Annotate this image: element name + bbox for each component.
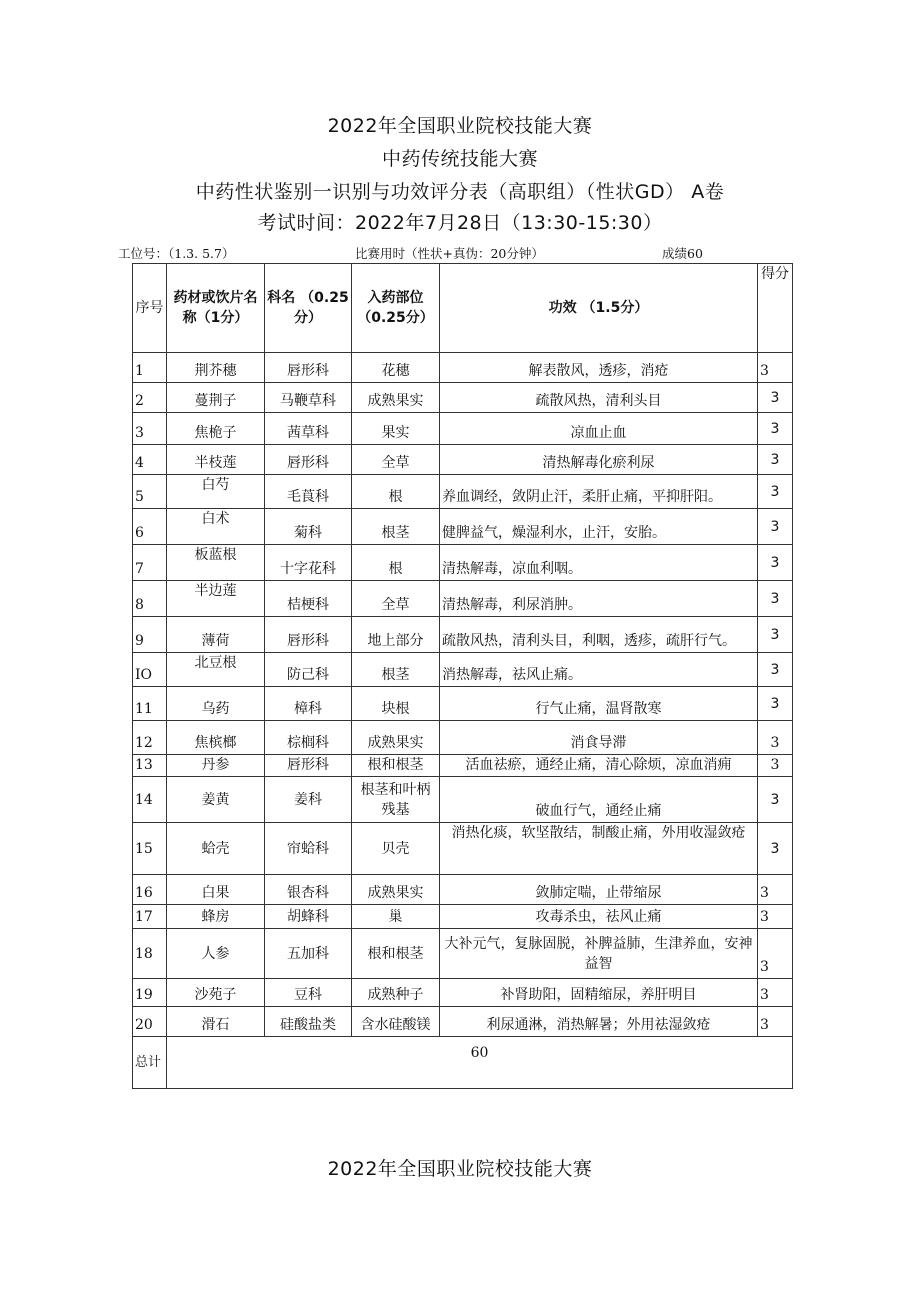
row-number: 19: [133, 979, 167, 1007]
item-efficacy: 破血行气，通经止痛: [440, 777, 758, 823]
item-part: 全草: [352, 581, 440, 617]
row-number: 17: [133, 905, 167, 929]
item-efficacy: 解表散风，透疹，消疮: [440, 353, 758, 383]
row-number: 18: [133, 929, 167, 979]
item-score: 3: [758, 1007, 793, 1037]
item-part: 花穗: [352, 353, 440, 383]
item-name: 焦槟榔: [167, 721, 265, 755]
item-family: 菊科: [265, 509, 352, 545]
item-efficacy: 清热解毒化瘀利尿: [440, 445, 758, 475]
table-row: [133, 353, 793, 383]
item-part: 根和根茎: [352, 929, 440, 979]
item-part: 成熟果实: [352, 721, 440, 755]
item-name: 蔓荆子: [167, 383, 265, 413]
item-family: 唇形科: [265, 755, 352, 777]
item-efficacy: 行气止痛，温肾散寒: [440, 687, 758, 721]
table-row: [133, 823, 793, 875]
item-score: 3: [758, 445, 793, 475]
header-index: 序号: [133, 264, 167, 353]
row-number: 16: [133, 875, 167, 905]
row-number: 12: [133, 721, 167, 755]
item-score: 3: [758, 929, 793, 979]
item-efficacy: 健脾益气，燥湿利水，止汗，安胎。: [440, 509, 758, 545]
row-number: 13: [133, 755, 167, 777]
item-name: 白芍: [167, 475, 265, 509]
row-number: 3: [133, 413, 167, 445]
table-row: [133, 413, 793, 445]
item-score: 3: [758, 581, 793, 617]
item-family: 胡蜂科: [265, 905, 352, 929]
item-efficacy: 活血祛瘀，通经止痛，清心除烦，凉血消痈: [440, 755, 758, 777]
table-row: [133, 755, 793, 777]
item-part: 巢: [352, 905, 440, 929]
table-row: [133, 905, 793, 929]
item-efficacy: 清热解毒，凉血利咽。: [440, 545, 758, 581]
total-row: [133, 1037, 793, 1089]
item-score: 3: [758, 687, 793, 721]
table-row: [133, 929, 793, 979]
item-score: 3: [758, 509, 793, 545]
item-score: 3: [758, 823, 793, 875]
item-family: 唇形科: [265, 353, 352, 383]
item-part: 成熟果实: [352, 383, 440, 413]
footer-title: 2022年全国职业院校技能大赛: [327, 1158, 593, 1180]
table-row: [133, 581, 793, 617]
item-efficacy: 养血调经，敛阴止汗，柔肝止痛，平抑肝阳。: [440, 475, 758, 509]
table-row: [133, 545, 793, 581]
item-name: 蜂房: [167, 905, 265, 929]
score-total: 成绩60: [662, 246, 703, 261]
total-label: 总计: [133, 1037, 167, 1089]
item-efficacy: 敛肺定喘，止带缩尿: [440, 875, 758, 905]
row-number: 1: [133, 353, 167, 383]
item-family: 防己科: [265, 653, 352, 687]
item-part: 贝壳: [352, 823, 440, 875]
item-name: 半枝莲: [167, 445, 265, 475]
item-efficacy: 疏散风热，清利头目: [440, 383, 758, 413]
item-efficacy: 凉血止血: [440, 413, 758, 445]
item-name: 焦桅子: [167, 413, 265, 445]
item-family: 樟科: [265, 687, 352, 721]
item-efficacy: 大补元气，复脉固脱，补脾益肺，生津养血，安神益智: [440, 929, 758, 979]
item-family: 棕榈科: [265, 721, 352, 755]
item-part: 根茎和叶柄残基: [352, 777, 440, 823]
score-table: [132, 263, 793, 1089]
item-family: 豆科: [265, 979, 352, 1007]
item-family: 姜科: [265, 777, 352, 823]
item-score: 3: [758, 353, 793, 383]
item-part: 块根: [352, 687, 440, 721]
header-efficacy: 功效 （1.5分）: [440, 264, 758, 353]
header-name: 药材或饮片名称（1分）: [167, 264, 265, 353]
table-row: [133, 653, 793, 687]
table-row: [133, 617, 793, 653]
item-efficacy: 消热解毒，祛风止痛。: [440, 653, 758, 687]
item-family: 唇形科: [265, 617, 352, 653]
item-name: 沙苑子: [167, 979, 265, 1007]
item-family: 十字花科: [265, 545, 352, 581]
item-family: 桔梗科: [265, 581, 352, 617]
row-number: 5: [133, 475, 167, 509]
item-score: 3: [758, 545, 793, 581]
row-number: 6: [133, 509, 167, 545]
table-row: [133, 721, 793, 755]
item-name: 板蓝根: [167, 545, 265, 581]
item-name: 人参: [167, 929, 265, 979]
item-name: 蛤壳: [167, 823, 265, 875]
row-number: 7: [133, 545, 167, 581]
table-row: [133, 687, 793, 721]
item-name: 北豆根: [167, 653, 265, 687]
item-part: 根茎: [352, 509, 440, 545]
item-name: 乌药: [167, 687, 265, 721]
table-row: [133, 509, 793, 545]
item-name: 白果: [167, 875, 265, 905]
table-row: [133, 445, 793, 475]
item-efficacy: 补肾助阳，固精缩尿，养肝明目: [440, 979, 758, 1007]
item-family: 唇形科: [265, 445, 352, 475]
station-number: 工位号：（1.3. 5.7）: [118, 246, 235, 261]
header-points: 得分: [758, 264, 793, 353]
item-part: 根茎: [352, 653, 440, 687]
item-score: 3: [758, 875, 793, 905]
row-number: 9: [133, 617, 167, 653]
row-number: 4: [133, 445, 167, 475]
title-line-2: 中药传统技能大赛: [381, 148, 538, 170]
item-family: 茜草科: [265, 413, 352, 445]
item-efficacy: 清热解毒，利尿消肿。: [440, 581, 758, 617]
item-part: 果实: [352, 413, 440, 445]
item-score: 3: [758, 617, 793, 653]
item-part: 全草: [352, 445, 440, 475]
score-table-body: [133, 264, 793, 1089]
item-score: 3: [758, 777, 793, 823]
table-row: [133, 777, 793, 823]
total-value: 60: [167, 1037, 793, 1089]
item-efficacy: 消食导滞: [440, 721, 758, 755]
item-score: 3: [758, 979, 793, 1007]
item-score: 3: [758, 755, 793, 777]
title-line-4: 考试时间：2022年7月28日（13:30-15:30）: [257, 212, 663, 234]
item-part: 含水硅酸镁: [352, 1007, 440, 1037]
table-row: [133, 383, 793, 413]
row-number: 11: [133, 687, 167, 721]
item-family: 毛莨科: [265, 475, 352, 509]
item-efficacy: 消热化痰，软坚散结，制酸止痛，外用收湿敛疮: [440, 823, 758, 875]
item-score: 3: [758, 905, 793, 929]
table-row: [133, 979, 793, 1007]
row-number: 14: [133, 777, 167, 823]
item-name: 半边莲: [167, 581, 265, 617]
item-part: 成熟种子: [352, 979, 440, 1007]
table-row: [133, 475, 793, 509]
table-row: [133, 875, 793, 905]
header-part: 入药部位（0.25分）: [352, 264, 440, 353]
item-efficacy: 疏散风热，清利头目，利咽，透疹，疏肝行气。: [440, 617, 758, 653]
item-score: 3: [758, 653, 793, 687]
item-efficacy: 利尿通淋，消热解暑；外用祛湿敛疮: [440, 1007, 758, 1037]
item-score: 3: [758, 383, 793, 413]
item-part: 根: [352, 545, 440, 581]
row-number: 20: [133, 1007, 167, 1037]
item-name: 滑石: [167, 1007, 265, 1037]
row-number: IO: [133, 653, 167, 687]
title-line-3: 中药性状鉴别一识别与功效评分表（高职组）（性状GD） A卷: [195, 181, 725, 203]
item-part: 地上部分: [352, 617, 440, 653]
item-efficacy: 攻毒杀虫，祛风止痛: [440, 905, 758, 929]
header-row: [133, 264, 793, 353]
item-name: 白术: [167, 509, 265, 545]
item-family: 银杏科: [265, 875, 352, 905]
item-part: 根和根茎: [352, 755, 440, 777]
row-number: 8: [133, 581, 167, 617]
table-row: [133, 1007, 793, 1037]
item-score: 3: [758, 475, 793, 509]
item-family: 马鞭草科: [265, 383, 352, 413]
item-name: 丹参: [167, 755, 265, 777]
item-score: 3: [758, 413, 793, 445]
item-family: 硅酸盐类: [265, 1007, 352, 1037]
row-number: 15: [133, 823, 167, 875]
item-name: 姜黄: [167, 777, 265, 823]
title-line-1: 2022年全国职业院校技能大赛: [327, 115, 593, 137]
item-part: 成熟果实: [352, 875, 440, 905]
item-family: 帘蛤科: [265, 823, 352, 875]
time-used: 比赛用时（性状+真伪：20分钟）: [355, 246, 544, 261]
header-family: 科名 （0.25分）: [265, 264, 352, 353]
row-number: 2: [133, 383, 167, 413]
item-score: 3: [758, 721, 793, 755]
item-name: 荆芥穗: [167, 353, 265, 383]
item-name: 薄荷: [167, 617, 265, 653]
item-family: 五加科: [265, 929, 352, 979]
item-part: 根: [352, 475, 440, 509]
